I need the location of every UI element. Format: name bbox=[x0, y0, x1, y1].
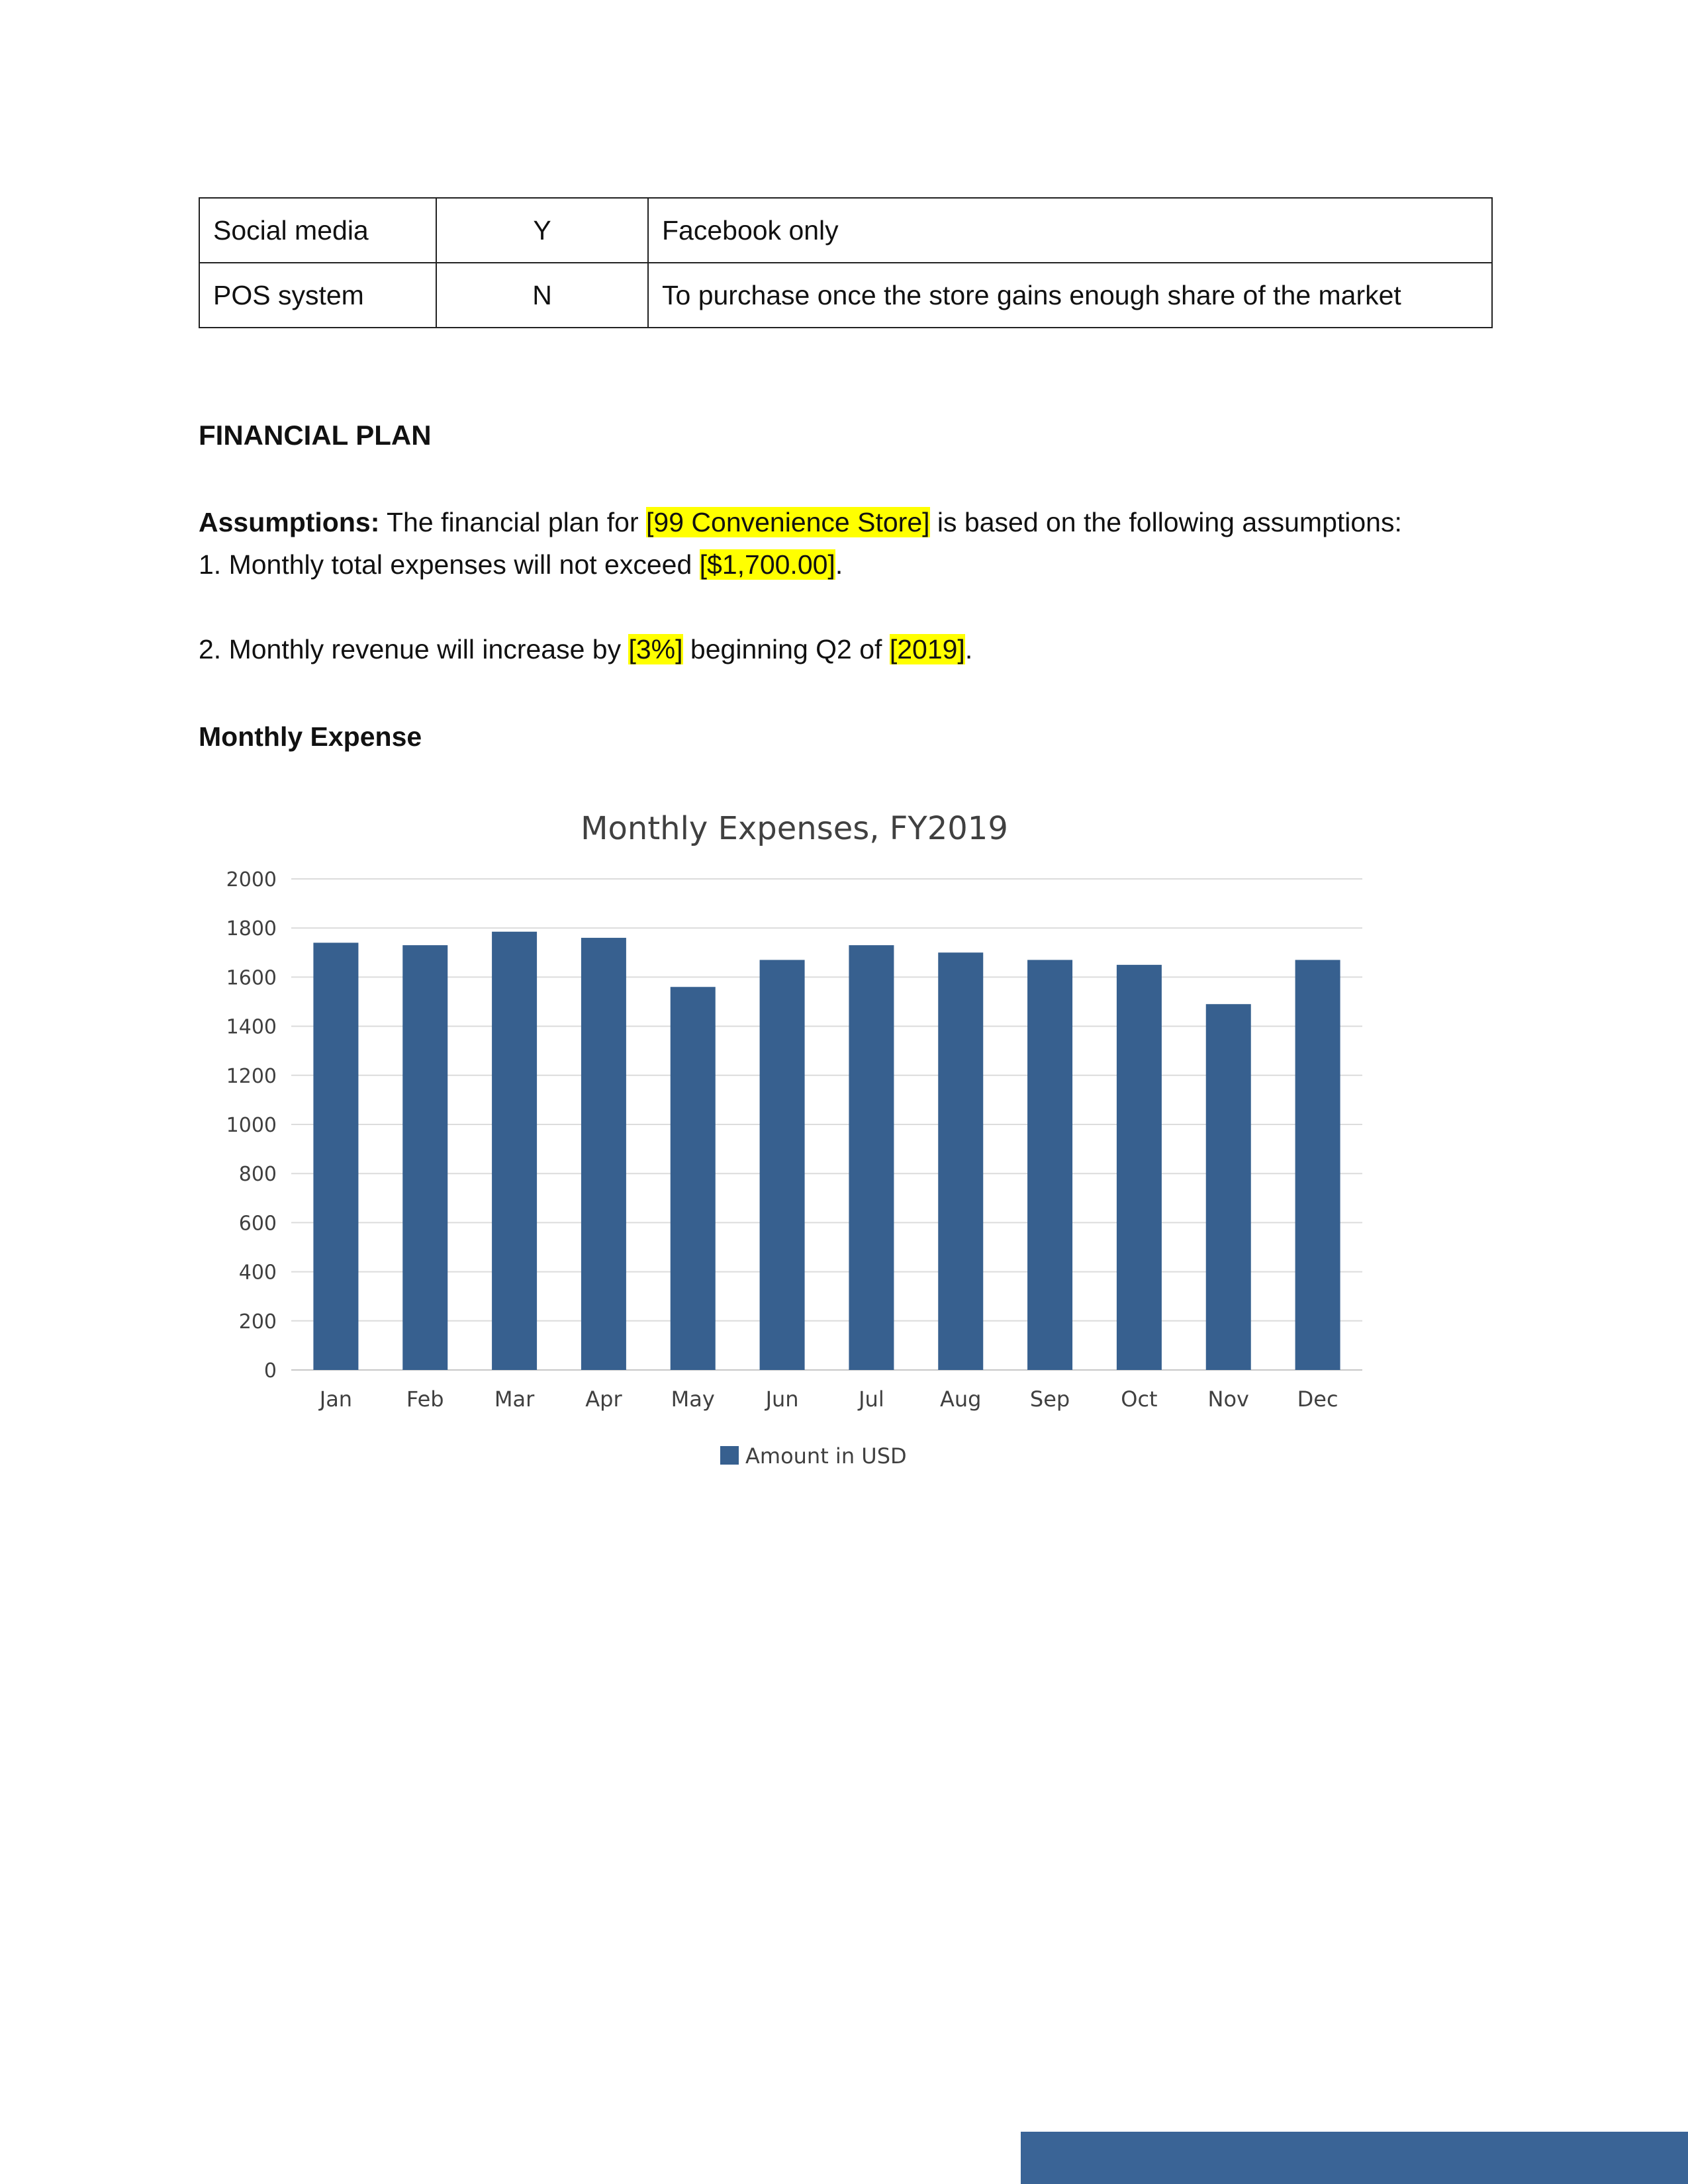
x-tick-label: Apr bbox=[585, 1387, 622, 1412]
x-tick-label: Jan bbox=[319, 1387, 353, 1412]
bar-nov bbox=[1206, 1004, 1251, 1370]
x-tick-label: Aug bbox=[940, 1387, 982, 1412]
monthly-expense-heading: Monthly Expense bbox=[199, 721, 422, 752]
assumptions-label: Assumptions: bbox=[199, 507, 380, 537]
chart-x-axis bbox=[318, 1387, 1338, 1412]
x-tick-label: Oct bbox=[1121, 1387, 1158, 1412]
store-name-highlight: [99 Convenience Store] bbox=[646, 507, 930, 537]
bar-dec bbox=[1295, 960, 1340, 1370]
assumption-1-text: 1. Monthly total expenses will not exceed bbox=[199, 549, 700, 580]
footer-accent-bar bbox=[1021, 2132, 1688, 2184]
chart-title: Monthly Expenses, FY2019 bbox=[581, 810, 1008, 847]
y-tick-label: 2000 bbox=[226, 868, 277, 891]
bar-oct bbox=[1117, 965, 1162, 1370]
y-tick-label: 1400 bbox=[226, 1015, 277, 1039]
x-tick-label: Dec bbox=[1297, 1387, 1338, 1412]
bar-jul bbox=[849, 945, 894, 1370]
assumption-line-1 bbox=[199, 549, 843, 580]
assumption-2-mid: beginning Q2 of bbox=[682, 634, 890, 664]
x-tick-label: Mar bbox=[494, 1387, 535, 1412]
y-tick-label: 800 bbox=[238, 1163, 277, 1187]
table-cell-status: N bbox=[436, 263, 648, 328]
x-tick-label: Jul bbox=[859, 1387, 884, 1412]
assumption-line-2 bbox=[199, 634, 972, 665]
assumptions-text-end: is based on the following assumptions: bbox=[929, 507, 1402, 537]
bar-feb bbox=[402, 945, 447, 1370]
assumption-1-end: . bbox=[835, 549, 843, 580]
legend-label: Amount in USD bbox=[745, 1443, 907, 1469]
bar-apr bbox=[581, 938, 626, 1370]
bar-jan bbox=[313, 942, 358, 1370]
tool-table bbox=[199, 197, 1493, 328]
x-tick-label: Sep bbox=[1029, 1387, 1070, 1412]
x-tick-label: Jun bbox=[765, 1387, 799, 1412]
table-cell-item: Social media bbox=[199, 198, 436, 263]
tool-table-wrapper bbox=[199, 197, 1493, 328]
x-tick-label: Nov bbox=[1207, 1387, 1249, 1412]
table-cell-note: To purchase once the store gains enough share of the market bbox=[648, 263, 1492, 328]
expense-limit-highlight: [$1,700.00] bbox=[699, 549, 835, 580]
revenue-increase-highlight: [3%] bbox=[628, 634, 683, 664]
assumptions-paragraph bbox=[199, 507, 1402, 538]
bar-may bbox=[671, 987, 716, 1370]
table-cell-status: Y bbox=[436, 198, 648, 263]
financial-plan-heading: FINANCIAL PLAN bbox=[199, 420, 432, 451]
legend-swatch bbox=[720, 1446, 739, 1465]
bar-sep bbox=[1027, 960, 1072, 1370]
y-tick-label: 400 bbox=[238, 1261, 277, 1285]
table-row bbox=[199, 263, 1492, 328]
y-tick-label: 1000 bbox=[226, 1114, 277, 1137]
table-cell-item: POS system bbox=[199, 263, 436, 328]
bar-mar bbox=[492, 932, 537, 1370]
y-tick-label: 1200 bbox=[226, 1064, 277, 1088]
bar-jun bbox=[760, 960, 805, 1370]
chart-bars bbox=[313, 932, 1340, 1370]
y-tick-label: 600 bbox=[238, 1212, 277, 1236]
year-highlight: [2019] bbox=[889, 634, 965, 664]
assumptions-text: The financial plan for bbox=[379, 507, 647, 537]
table-row bbox=[199, 198, 1492, 263]
monthly-expenses-chart bbox=[199, 794, 1377, 1489]
assumption-2-end: . bbox=[964, 634, 973, 664]
chart-gridlines bbox=[291, 879, 1362, 1370]
y-tick-label: 1600 bbox=[226, 966, 277, 990]
assumption-2-text: 2. Monthly revenue will increase by bbox=[199, 634, 629, 664]
x-tick-label: May bbox=[671, 1387, 715, 1412]
y-tick-label: 0 bbox=[263, 1359, 277, 1383]
bar-aug bbox=[938, 952, 983, 1370]
x-tick-label: Feb bbox=[406, 1387, 444, 1412]
chart-y-axis bbox=[226, 868, 277, 1383]
chart-legend bbox=[720, 1443, 907, 1469]
table-cell-note: Facebook only bbox=[648, 198, 1492, 263]
y-tick-label: 200 bbox=[238, 1310, 277, 1334]
y-tick-label: 1800 bbox=[226, 917, 277, 941]
